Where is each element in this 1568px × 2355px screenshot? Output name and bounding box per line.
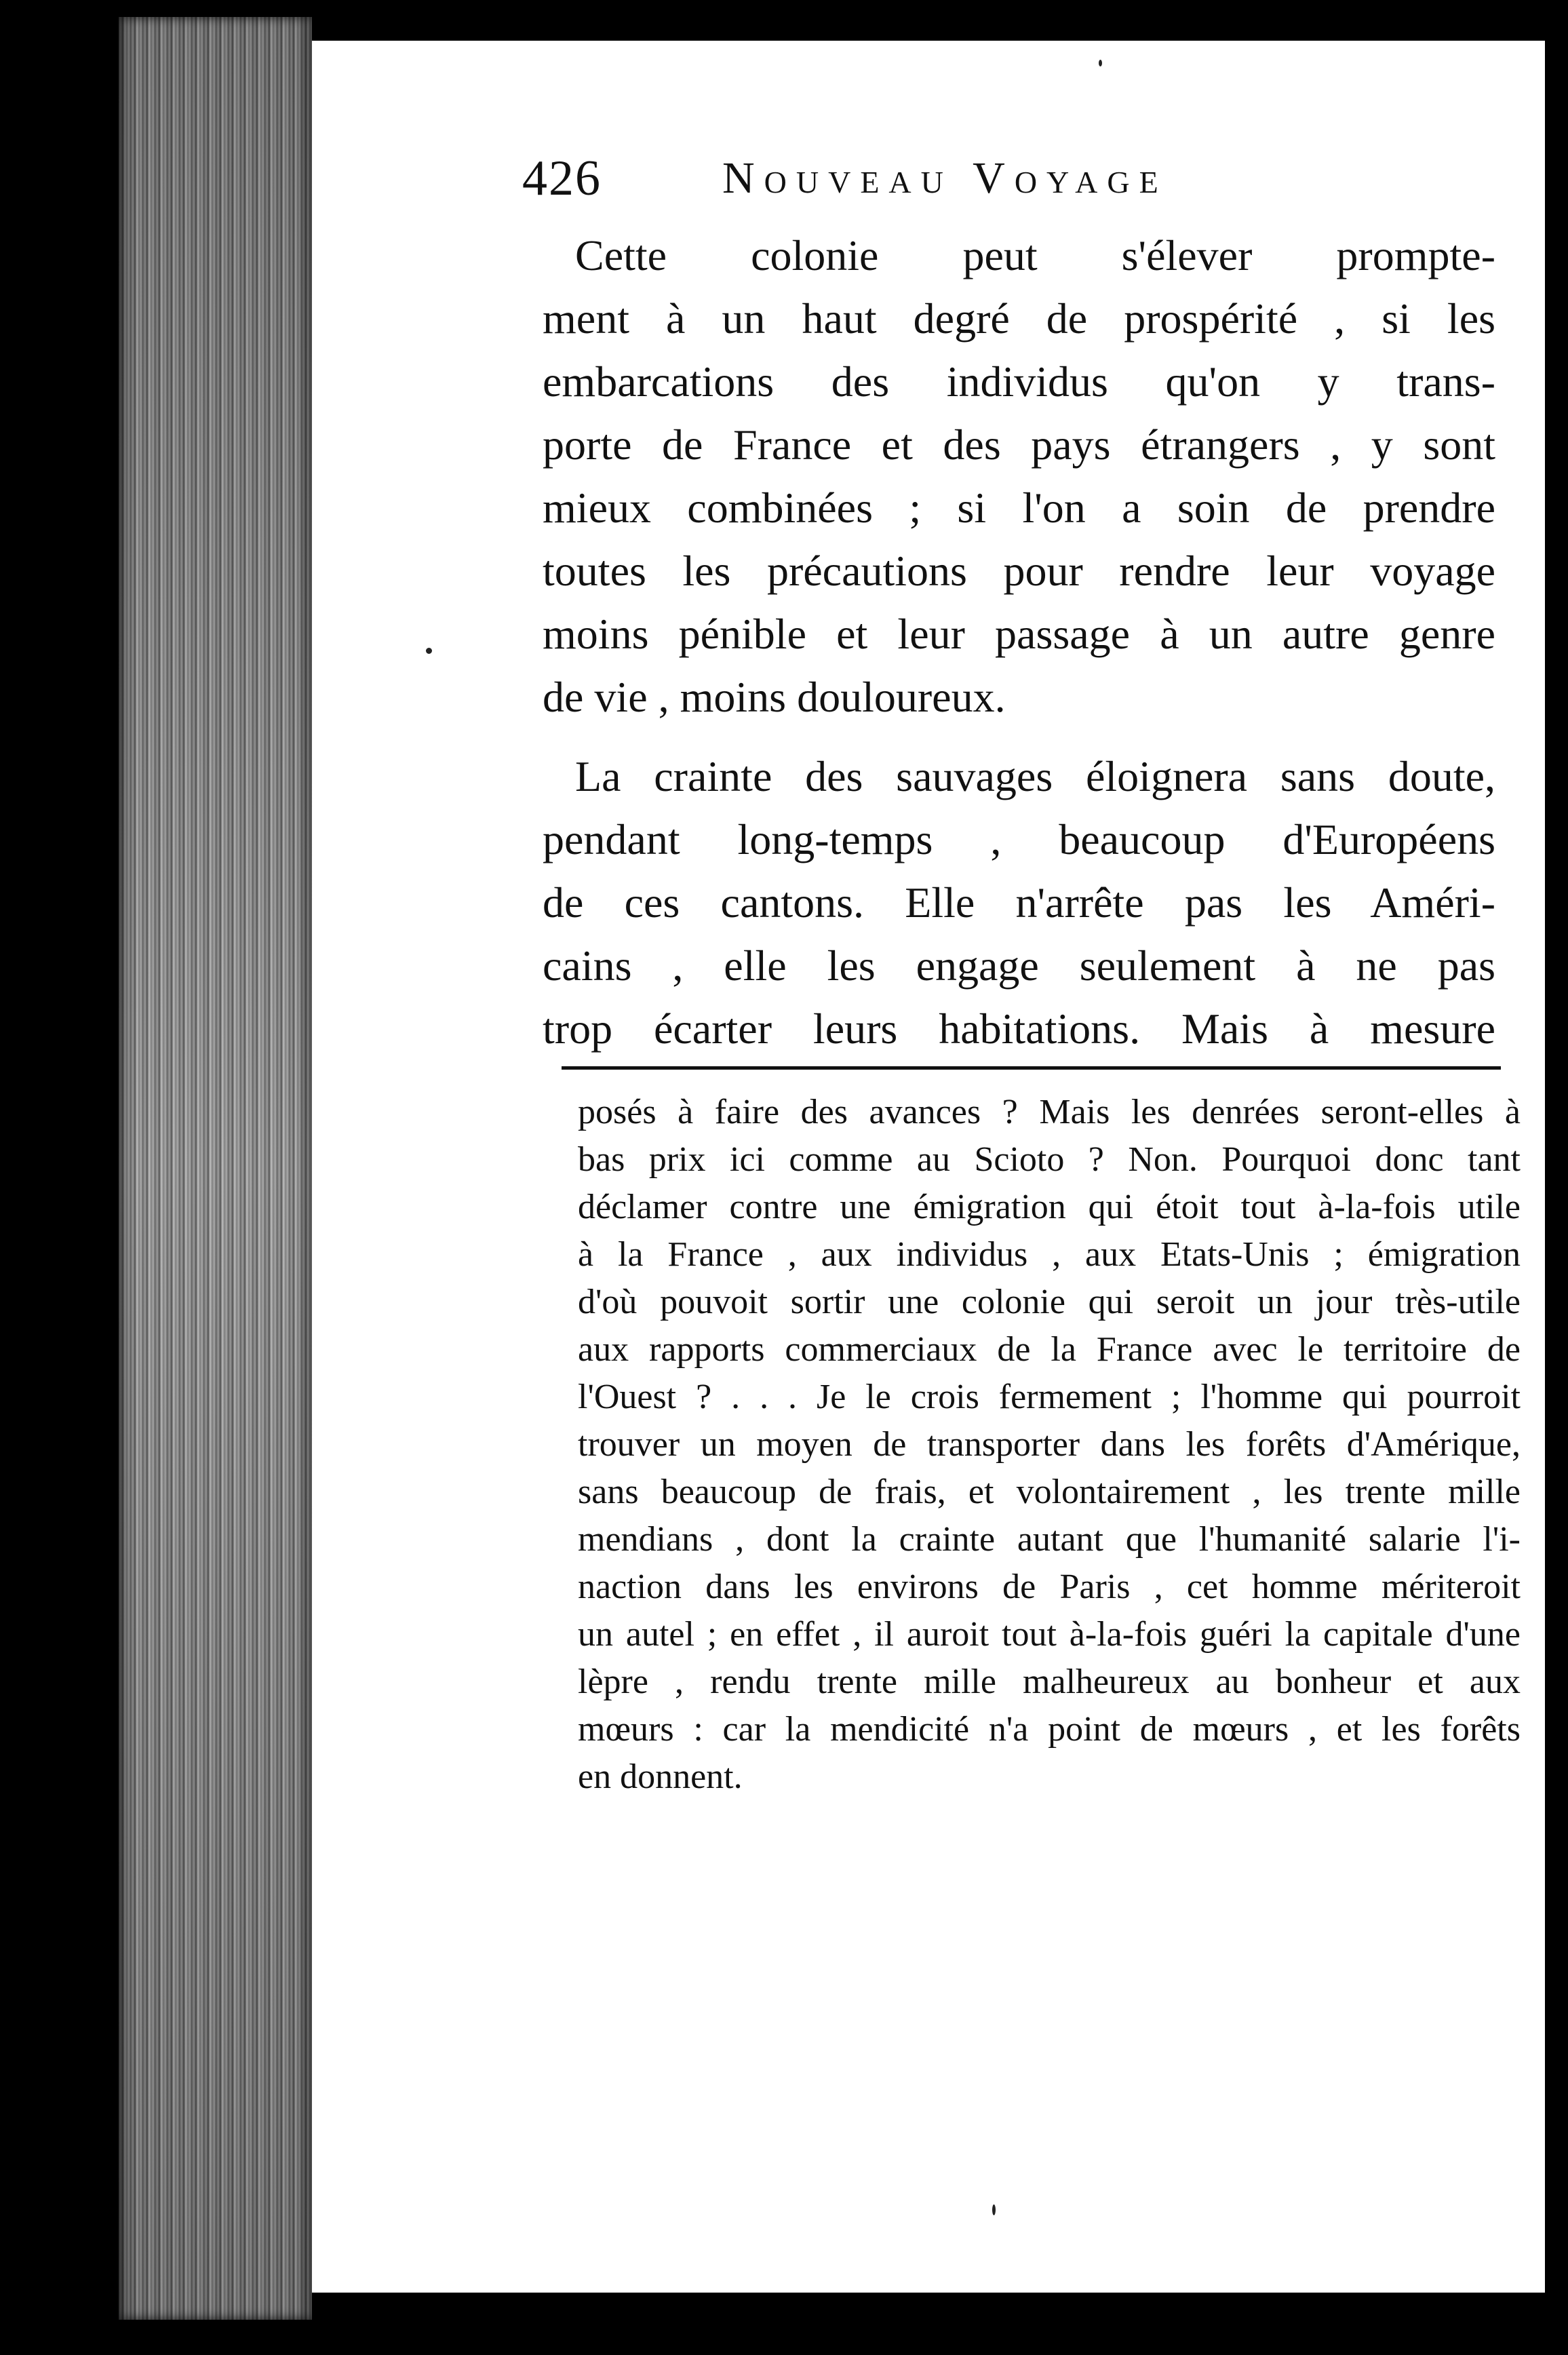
footnote-rule <box>562 1066 1501 1070</box>
page-title: Nouveau Voyage <box>722 153 1168 203</box>
body-line: trop écarter leurs habitations. Mais à mesure <box>543 1005 1495 1053</box>
ink-speck <box>426 648 432 654</box>
body-line: porte de France et des pays étrangers , y sont <box>543 421 1495 469</box>
footnote-line: l'Ouest ? . . . Je le crois fermement ; l'homme qui pourroit <box>578 1378 1521 1416</box>
body-line: pendant long-temps , beaucoup d'Européens <box>543 815 1495 863</box>
footnote-line: déclamer contre une émigration qui étoit tout à-la-fois utile <box>578 1188 1521 1226</box>
body-line: cains , elle les engage seulement à ne pas <box>543 941 1495 990</box>
footnote-line: aux rapports commerciaux de la France avec le territoire de <box>578 1330 1521 1369</box>
body-line: toutes les précautions pour rendre leur voyage <box>543 547 1495 595</box>
footnote-line: naction dans les environs de Paris , cet homme mériteroit <box>578 1568 1521 1606</box>
body-line: de vie , moins douloureux. <box>543 673 1006 721</box>
footnote-line: sans beaucoup de frais, et volontairement , les trente mille <box>578 1473 1521 1511</box>
footnote <box>578 1089 1521 1801</box>
footnote-line: bas prix ici comme au Scioto ? Non. Pourquoi donc tant <box>578 1140 1521 1179</box>
footnote-line: lèpre , rendu trente mille malheureux au bonheur et aux <box>578 1662 1521 1701</box>
ink-speck <box>992 2204 996 2215</box>
body-line: Cette colonie peut s'élever prompte- <box>575 231 1495 279</box>
body-line: mieux combinées ; si l'on a soin de prendre <box>543 484 1495 532</box>
footnote-line: mendians , dont la crainte autant que l'humanité salarie l'i- <box>578 1520 1521 1559</box>
paragraph-gap <box>543 728 1495 745</box>
body-line: embarcations des individus qu'on y trans- <box>543 357 1495 406</box>
book-page-edges <box>119 17 312 2320</box>
body-text <box>543 224 1495 1060</box>
footnote-line: en donnent. <box>578 1757 743 1796</box>
footnote-line: mœurs : car la mendicité n'a point de mœurs , et les forêts <box>578 1710 1521 1749</box>
page-number: 426 <box>522 151 602 206</box>
running-head <box>522 148 1302 209</box>
body-line: moins pénible et leur passage à un autre genre <box>543 610 1495 658</box>
footnote-line: posés à faire des avances ? Mais les denrées seront-elles à <box>578 1093 1521 1131</box>
body-line: La crainte des sauvages éloignera sans doute, <box>575 752 1495 800</box>
ink-speck <box>1099 60 1102 66</box>
page-right-border <box>1545 27 1568 2320</box>
footnote-line: d'où pouvoit sortir une colonie qui seroit un jour très-utile <box>578 1283 1521 1321</box>
body-line: ment à un haut degré de prospérité , si les <box>543 294 1495 343</box>
footnote-line: trouver un moyen de transporter dans les forêts d'Amérique, <box>578 1425 1521 1464</box>
footnote-line: à la France , aux individus , aux Etats-Unis ; émigration <box>578 1235 1521 1274</box>
footnote-line: un autel ; en effet , il auroit tout à-la-fois guéri la capitale d'une <box>578 1615 1521 1654</box>
body-line: de ces cantons. Elle n'arrête pas les Améri- <box>543 878 1495 927</box>
